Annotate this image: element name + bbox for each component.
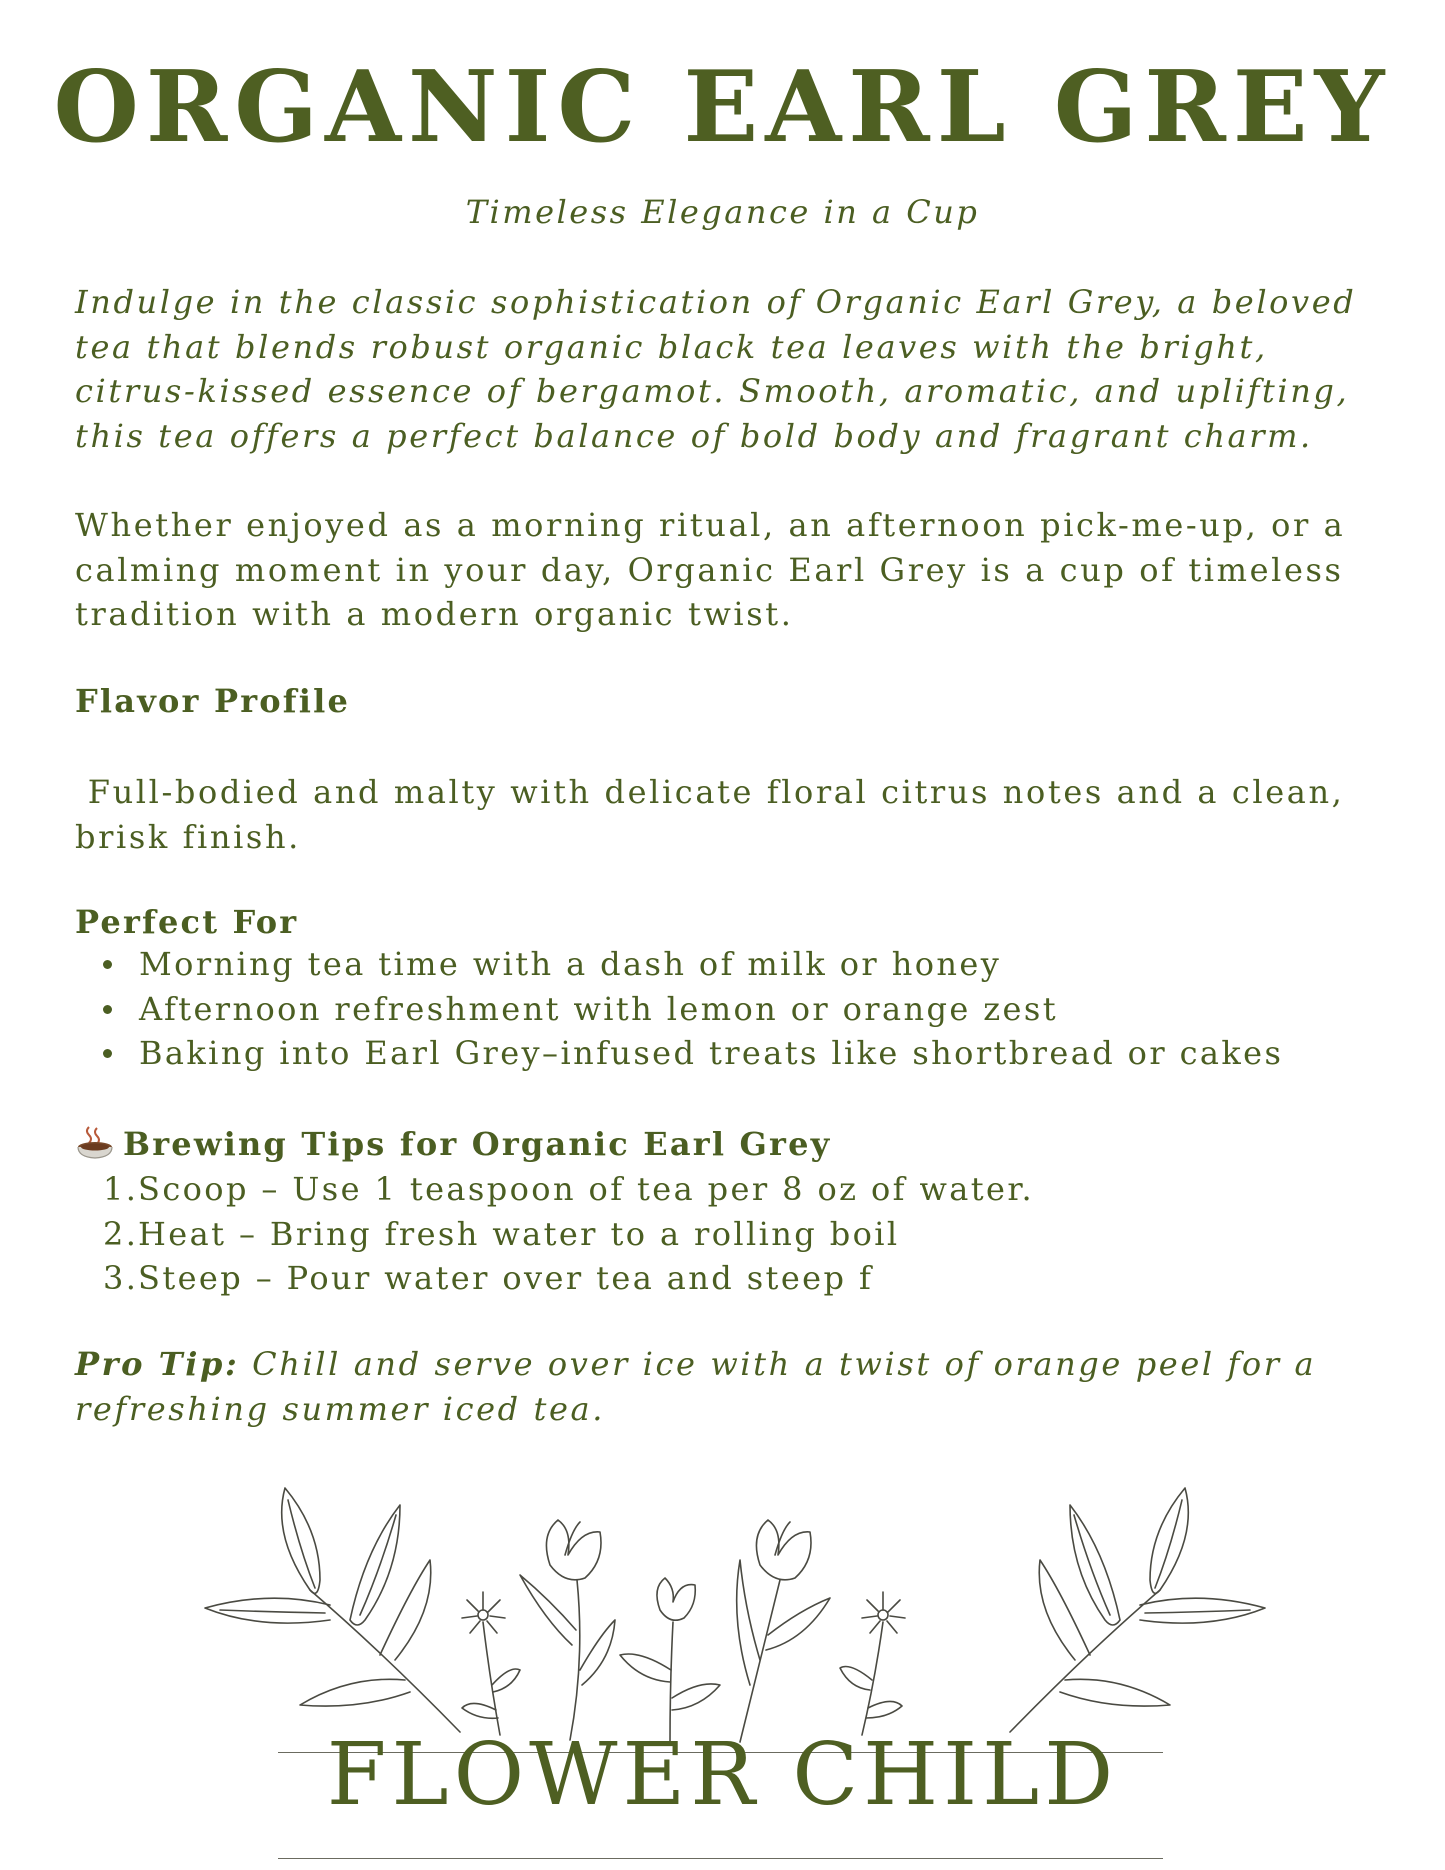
bullet-dot: [103, 1049, 112, 1058]
brewing-tips-heading: [75, 1122, 831, 1166]
brewing-steps-list: [75, 1167, 1034, 1301]
list-item: [75, 987, 1283, 1032]
left-branch-icon: [205, 1488, 460, 1732]
list-item: [75, 1212, 1034, 1257]
perfect-for-heading: Perfect For: [75, 903, 299, 941]
page-title: ORGANIC EARL GREY: [53, 50, 1392, 165]
step-text: Steep – Pour water over tea and steep f: [138, 1259, 874, 1297]
bullet-dot: [103, 1005, 112, 1014]
step-text: Heat – Bring fresh water to a rolling boil: [138, 1214, 900, 1253]
list-item: [75, 1031, 1283, 1076]
pro-tip: [75, 1342, 1385, 1431]
list-item-text: Baking into Earl Grey–infused treats like shortbread or cakes: [139, 1034, 1284, 1072]
pro-tip-text: Chill and serve over ice with a twist of orange peel for a refreshing summer iced tea.: [75, 1345, 1317, 1428]
step-text: Scoop – Use 1 teaspoon of tea per 8 oz of water.: [138, 1170, 1035, 1208]
pro-tip-label: Pro Tip:: [75, 1345, 240, 1383]
list-item: [75, 1256, 1034, 1301]
small-tulip-icon: [620, 1578, 720, 1742]
brand-logo-text: FLOWER CHILD: [326, 1725, 1119, 1825]
list-item: [75, 1167, 1034, 1212]
flavor-profile-text: Full-bodied and malty with delicate floral citrus notes and a clean, brisk finish.: [75, 773, 1358, 856]
flavor-profile-heading: Flavor Profile: [75, 682, 351, 720]
step-number: 3.: [103, 1259, 139, 1297]
tulip-flower-icon: [737, 1520, 830, 1742]
brewing-tips-heading-text: Brewing Tips for Organic Earl Grey: [123, 1125, 832, 1163]
hot-beverage-icon: [75, 1125, 115, 1159]
tulip-flower-icon: [520, 1520, 615, 1740]
list-item-text: Morning tea time with a dash of milk or honey: [139, 945, 1002, 983]
daisy-flower-icon: [840, 1592, 905, 1735]
subtitle: Timeless Elegance in a Cup: [465, 193, 980, 231]
list-item: [75, 942, 1283, 987]
step-number: 1.: [103, 1170, 139, 1208]
list-item-text: Afternoon refreshment with lemon or orange zest: [139, 989, 1058, 1028]
bottom-divider: [278, 1858, 1163, 1859]
daisy-flower-icon: [462, 1592, 520, 1735]
second-paragraph: Whether enjoyed as a morning ritual, an afternoon pick-me-up, or a calming moment in your day, Organic Earl Grey is a cup of timeless tradition with a modern organic twist.: [75, 506, 1346, 633]
bullet-dot: [103, 960, 112, 969]
intro-paragraph: Indulge in the classic sophistication of Organic Earl Grey, a beloved tea that blends robust organic black tea leaves with the bright, citrus-kissed essence of bergamot. Smooth, aromatic, and uplifting, this tea offers a perfect balance of bold body and fragrant charm.: [75, 283, 1357, 455]
perfect-for-list: [75, 942, 1283, 1076]
step-number: 2.: [103, 1214, 139, 1253]
right-branch-icon: [1010, 1488, 1265, 1732]
